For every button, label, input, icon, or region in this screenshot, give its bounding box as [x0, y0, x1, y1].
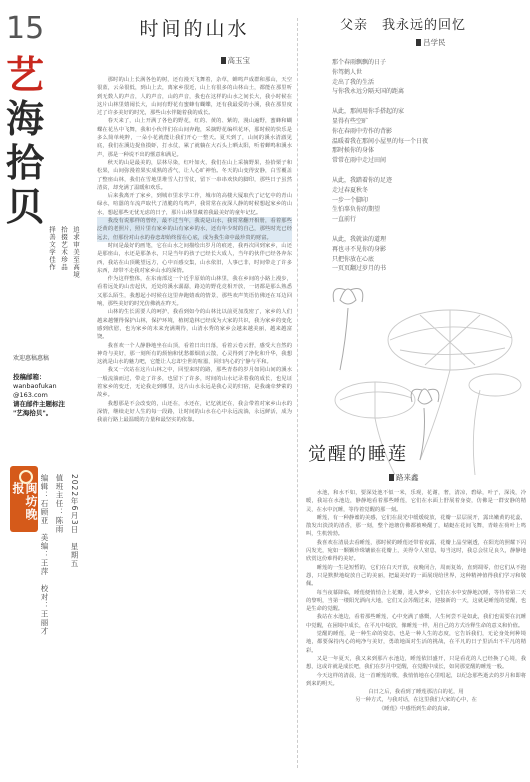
author-marker-icon: [221, 57, 226, 64]
poem-line: 你驾鹤人世: [332, 68, 363, 76]
contribute-note: 请在邮件主题标注: [13, 400, 65, 408]
paragraph: 后来我离开了家乡，到城市里求学工作，城市的高楼大厦取代了记忆中的青山绿水，喧嚣的车流声取代了清脆的鸟鸣声，我常常在夜深人静的时候想起家乡的山水，想起那些无忧无虑的日子，那片山林里藏着我最美好的童年记忆。: [97, 193, 292, 216]
section-motto: [48, 226, 81, 336]
poem-line: 从此，那间用你手搭起的家: [332, 108, 405, 116]
poem-line: 从此，我踏着你的足迹: [332, 176, 393, 184]
contribute-info: [13, 373, 65, 418]
paragraph: 又是一年夏天，我又来到那片水池边，睡莲依旧盛开，只是看花的人已经换了心境，我想，这或许就是成长吧，我们在岁月中觉醒，在觉醒中成长，如同那觉醒的睡莲一般。: [306, 655, 526, 671]
slogan: 欢迎惠稿惠稿: [13, 355, 50, 362]
paragraph: 我想那是不会改变的，山还在，水还在，记忆就还在，我会带着对家乡山水的深情，继续走好人生的每一段路，让时间的山水在心中永远流淌，永远鲜活，成为我前行路上最温暖的力量和最坚实的依靠。: [97, 400, 292, 424]
poem-stanza: [306, 107, 526, 166]
email-domain[interactable]: @163.com: [13, 391, 48, 399]
closing-line: 另一种方式，与我对话，在这里我们大家的心中，在: [355, 697, 477, 704]
paragraph-highlighted: 我没有说那样的曾经，最不过当年，我说是山水，我常常翻开相册，看着那些泛黄的老照片，照片里有家乡的山有家乡的水，还有年少时的自己，那些时光已经远去，但那份对山水的眷恋却始终留在心底，成为我生命中最珍贵的财富。: [97, 218, 292, 241]
poem-stanza: [306, 176, 526, 225]
poem-line: 温暖着我在那间小屋里的每一个日夜: [332, 137, 429, 145]
contribute-label: 投稿邮箱：: [13, 373, 46, 381]
poem-line: 一直前行: [332, 216, 357, 224]
paragraph: 秋天的山是最美的，层林尽染，红叶如火，我们在山上采摘野果，捡拾栗子和松果，山间弥漫着果实成熟的香气，让人心旷神怡。冬天的山变得安静，白雪覆盖了整座山林，我们在雪地里堆雪人打雪仗，留下一串串欢快的脚印，那些日子虽然清贫，却充满了温暖和欢乐。: [97, 159, 292, 191]
author-marker-icon: [389, 474, 394, 481]
article-awakening-lotus: [306, 440, 526, 713]
paragraph: 山林的生长需要人的呵护，我看到如今的山林比以前更加茂密了，家乡的人们越来越懂得保护山林，保护环境，植树造林已经成为大家的共识，我为家乡的变化感到欣慰，也为家乡的未来充满期待，山清水秀的家乡会越来越美丽，越来越富饶。: [97, 309, 292, 341]
flower-icon: [17, 470, 31, 480]
credit-line: 2022年6月3日 星期五: [70, 474, 79, 569]
paragraph: 今天这样的清晨，这一首睡莲的歌，我悄悄地在心里唱起，以纪念那些逝去的岁月和即将到来的明天。: [306, 672, 526, 687]
paragraph: 觉醒的睡莲，是一种生命的姿态，也是一种人生的态度，它告诉我们，无论身处何种境地，都要保持内心的纯净与美好，勇敢地面对生活的挑战，在平凡的日子里活出不平凡的精彩。: [306, 631, 526, 654]
poem-line: 从此，我就读的道理: [332, 235, 387, 243]
poem-stanza: [306, 58, 526, 97]
paragraph: 时间是最好的画笔，它在山水之间描绘出岁月的痕迹，我再次回到家乡，山还是那座山，水还是那条水，只是当年的孩子已经长大成人，当年的伙伴已经各奔东西，我站在山顶眺望远方，心中百感交集，山水依旧，人事已非，时间带走了许多东西，却带不走我对家乡山水的深情。: [97, 242, 292, 274]
paragraph: 睡莲的一生是短暂的，它们在白天开放，夜晚闭合，周而复始，直到凋零，但它们从不抱怨，只是默默地绽放自己的美丽，把最美好的一面展现给世界，这种精神值得我们学习和敬佩。: [306, 564, 526, 588]
paragraph: 作为这样整体，在东南部这一个近乎原始的山林里，我在乡间的小路上漫步，看着远处的山峦起伏，近处的溪水潺潺，路边的野花竞相开放，一切都是那么熟悉又那么陌生，我想起小时候在这里奔跑嬉戏的情景，那些欢声笑语仿佛还在耳边回响，那些美好的时光仿佛就在昨天。: [97, 276, 292, 308]
article-author: 高玉宝: [97, 55, 250, 66]
article-title: 时间的山水: [139, 18, 250, 40]
newspaper-logo: [10, 466, 38, 532]
email-user[interactable]: wanbaofukan: [13, 382, 57, 390]
poem-line: 与你我永远分隔天国的距离: [332, 88, 405, 96]
section-title: [6, 54, 46, 228]
section-char-1: 艺: [6, 52, 45, 97]
paragraph: 那时的山上长满各色的树，还有漫天飞舞着，杂草，蝉鸣声成群和那山，天空很蓝，云朵很低，到山上去，离家乡很近，山上有很多的山林山土，都能在那里听到无数人的声音，人的声音，山的声音，我也在这样的山水之间长大，我小时候在这片山林里嬉闹长大，山间有野花有蜜蜂有蝴蝶，还有我最爱的小溪，我在那里度过了许多美好的时光，那些山水伴随着我的成长。: [97, 77, 292, 117]
logo-text: 闽坊晚报: [11, 481, 38, 521]
section-char-4: 贝: [6, 184, 45, 229]
article-body: [306, 489, 526, 713]
contribute-note-2: "艺海拾贝"。: [13, 409, 53, 417]
article-time-landscape: [97, 14, 292, 424]
column-divider: [297, 18, 298, 768]
paragraph: 我喜欢一个人静静地坐在山顶，看着日出日落，看着云卷云舒，感受大自然的神奇与美好，那一刻所有的烦恼和忧愁都烟消云散，心灵得到了净化和升华，我想这就是山水的魅力吧，它能让人忘却尘世的喧嚣，回归内心的宁静与平和。: [97, 342, 292, 366]
paragraph: 我又一次站在这片山林之中，回望来时的路，那些青春的岁月如同山间的溪水一般流淌而过，带走了许多，也留下了许多，时间的山水记录着我的成长，也见证着家乡的变迁，无论我走到哪里，这片山水永远是我心灵的归宿，是我魂牵梦萦的故乡。: [97, 367, 292, 399]
paragraph: 我站在水池边，看着那些睡莲，心中充满了感慨，人生何尝不是如此，我们也需要在沉睡中觉醒，在困境中成长，在平凡中绽放，像睡莲一样，用自己的方式诠释生命的意义和价值。: [306, 614, 526, 629]
poem-line: 那时候你的身体: [332, 147, 375, 155]
poem-line: 常常在雨中走过田间: [332, 157, 387, 165]
poem-line: 一页页翻过岁月的书: [332, 265, 387, 273]
article-author: 路来鑫: [389, 472, 526, 483]
poem-line: 你在春雨中劳作的背影: [332, 127, 393, 135]
poem-line: 走出了我的生活: [332, 78, 375, 86]
motto-line: 拾掇艺术珍品: [60, 226, 68, 271]
paragraph: 每当夜幕降临，睡莲便悄悄合上花瓣，进入梦乡，它们在水中安静地沉睡，等待着第二天的黎明，当第一缕阳光洒向大地，它们又会苏醒过来，迎接新的一天，这就是睡莲的觉醒，也是生命的觉醒。: [306, 589, 526, 613]
credit-line: 值班主任：陈雨: [55, 474, 64, 534]
paragraph: 水池，和水不如，要深处池不似一米，乐观，花谢，奢，清凉，碧绿，叶子，深浅，冷暖，我站在水池边，静静地看着那些睡莲，它们在水面上舒展着身姿，仿佛是一群安静的精灵，在水中沉睡，等待着觉醒的那一刻。: [306, 490, 526, 513]
page-number: 15: [6, 11, 45, 46]
article-title: 觉醒的睡莲: [308, 444, 408, 465]
section-char-3: 拾: [6, 140, 45, 185]
poem-line: 显得有些空旷: [332, 117, 369, 125]
paragraph: 睡莲，有一种静谧的美感，它们在晨光中缓缓绽放，花瓣一层层展开，露出嫩黄的花蕊，散发出淡淡的清香，那一刻，整个池塘仿佛都被唤醒了，蜻蜓在花间飞舞，青蛙在荷叶上鸣叫，生机勃勃。: [306, 514, 526, 538]
sidebar: [0, 0, 93, 782]
editor-credits: [39, 474, 80, 770]
author-marker-icon: [416, 39, 421, 46]
poem-line: 再也寻不见你的身影: [332, 245, 387, 253]
closing-line: 《睡莲》中感悟到生命的真谛。: [378, 705, 454, 712]
poem-author: 吕学民: [416, 37, 526, 48]
poem-father: [306, 14, 526, 274]
article-body: [97, 76, 292, 424]
poem-line: 那个春雨飘飘的日子: [332, 59, 387, 66]
poem-line: 只把你放在心底: [332, 255, 375, 263]
poem-line: 走过春夏秋冬: [332, 186, 369, 194]
motto-line: 择善文学佳作: [48, 226, 56, 271]
poem-line: 生怕辜负你的期望: [332, 206, 381, 214]
motto-line: 追求审美至高境: [72, 226, 80, 279]
poem-title: 父亲 我永远的回忆: [340, 18, 467, 33]
paragraph: 我喜欢在清晨去看睡莲，那时候的睡莲还带着夜露，花瓣上晶莹剔透，在阳光的照耀下闪闪发光，宛如一颗颗珍珠镶嵌在花瓣上，美得令人窒息，每当这时，我总会驻足良久，静静地欣赏这份难得的美好。: [306, 539, 526, 563]
credit-line: 编辑：石顾亚 美编：王萍 校对：王丽才: [40, 474, 49, 636]
paragraph: 春天来了，山上开满了各色的野花，红的、黄的、紫的，漫山遍野，蜜蜂和蝴蝶在花丛中飞舞，我和小伙伴们在山间奔跑，采摘野花编织花环，那时候的快乐是多么简单纯粹，一朵小花就能让我们开心一整天。夏天到了，山间的溪水清澈见底，我们在溪边捉鱼摸虾，打水仗，累了就躺在大石头上晒太阳，听着蝉鸣和溪水声，那是一种说不出的惬意和满足。: [97, 118, 292, 158]
poem-line: 一步一个脚印: [332, 196, 369, 204]
closing-line: 白日之后，我看到了睡莲那洁白的花，用: [368, 689, 464, 696]
section-char-2: 海: [6, 96, 45, 141]
